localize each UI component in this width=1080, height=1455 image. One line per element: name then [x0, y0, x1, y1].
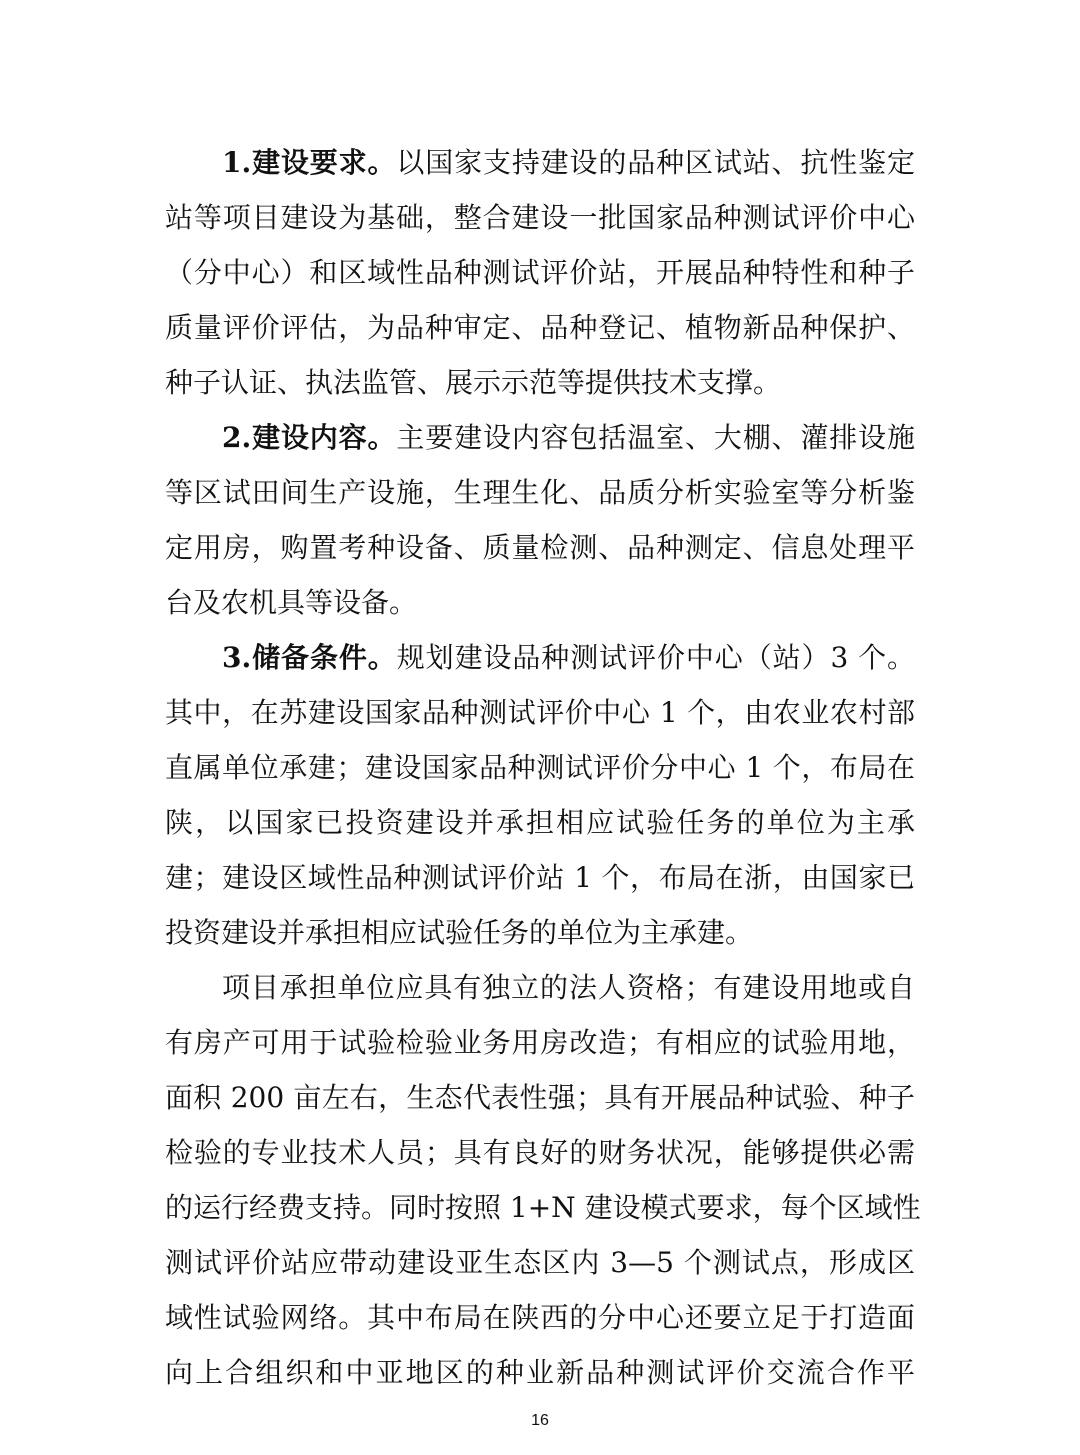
- paragraph-2-line-1: [222, 418, 915, 458]
- paragraph-3-line-4: 陕，以国家已投资建设并承担相应试验任务的单位为主承: [165, 806, 915, 839]
- paragraph-4-line-5: 的运行经费支持。同时按照 1+N 建设模式要求，每个区域性: [165, 1191, 921, 1224]
- paragraph-3-line-5: 建；建设区域性品种测试评价站 1 个，布局在浙，由国家已: [165, 861, 915, 894]
- paragraph-4-line-3: 面积 200 亩左右，生态代表性强；具有开展品种试验、种子: [165, 1081, 915, 1114]
- paragraph-2-heading: 2.建设内容。: [222, 421, 397, 454]
- paragraph-2-line-3: 定用房，购置考种设备、质量检测、品种测定、信息处理平: [165, 531, 915, 564]
- paragraph-1-line-3: （分中心）和区域性品种测试评价站，开展品种特性和种子: [165, 256, 915, 289]
- paragraph-2-line-1-text: 主要建设内容包括温室、大棚、灌排设施: [396, 421, 915, 454]
- paragraph-1-line-2: 站等项目建设为基础，整合建设一批国家品种测试评价中心: [165, 201, 915, 234]
- paragraph-1-line-1-text: 以国家支持建设的品种区试站、抗性鉴定: [396, 146, 915, 179]
- paragraph-1-heading: 1.建设要求。: [222, 146, 397, 179]
- paragraph-4-line-4: 检验的专业技术人员；具有良好的财务状况，能够提供必需: [165, 1136, 915, 1169]
- paragraph-3-line-6: 投资建设并承担相应试验任务的单位为主承建。: [165, 916, 754, 949]
- paragraph-4-line-1: 项目承担单位应具有独立的法人资格；有建设用地或自: [222, 971, 915, 1004]
- paragraph-1-line-4: 质量评价评估，为品种审定、品种登记、植物新品种保护、: [165, 311, 915, 344]
- page-number: 16: [531, 1412, 549, 1429]
- paragraph-4-line-7: 域性试验网络。其中布局在陕西的分中心还要立足于打造面: [165, 1301, 915, 1334]
- paragraph-3-line-2: 其中，在苏建设国家品种测试评价中心 1 个，由农业农村部: [165, 696, 915, 729]
- paragraph-3-line-1-text: 规划建设品种测试评价中心（站）3 个。: [396, 641, 916, 674]
- paragraph-4-line-6: 测试评价站应带动建设亚生态区内 3—5 个测试点，形成区: [165, 1246, 915, 1279]
- paragraph-4-line-2: 有房产可用于试验检验业务用房改造；有相应的试验用地，: [165, 1026, 915, 1059]
- paragraph-1-line-1: [222, 143, 915, 183]
- paragraph-2-line-4: 台及农机具等设备。: [165, 586, 418, 619]
- paragraph-1-line-5: 种子认证、执法监管、展示示范等提供技术支撑。: [165, 366, 782, 399]
- paragraph-3-line-3: 直属单位承建；建设国家品种测试评价分中心 1 个，布局在: [165, 751, 915, 784]
- paragraph-4-line-8: 向上合组织和中亚地区的种业新品种测试评价交流合作平: [165, 1356, 915, 1389]
- paragraph-3-heading: 3.储备条件。: [222, 641, 397, 674]
- paragraph-2-line-2: 等区试田间生产设施，生理生化、品质分析实验室等分析鉴: [165, 476, 915, 509]
- paragraph-3-line-1: [222, 638, 915, 678]
